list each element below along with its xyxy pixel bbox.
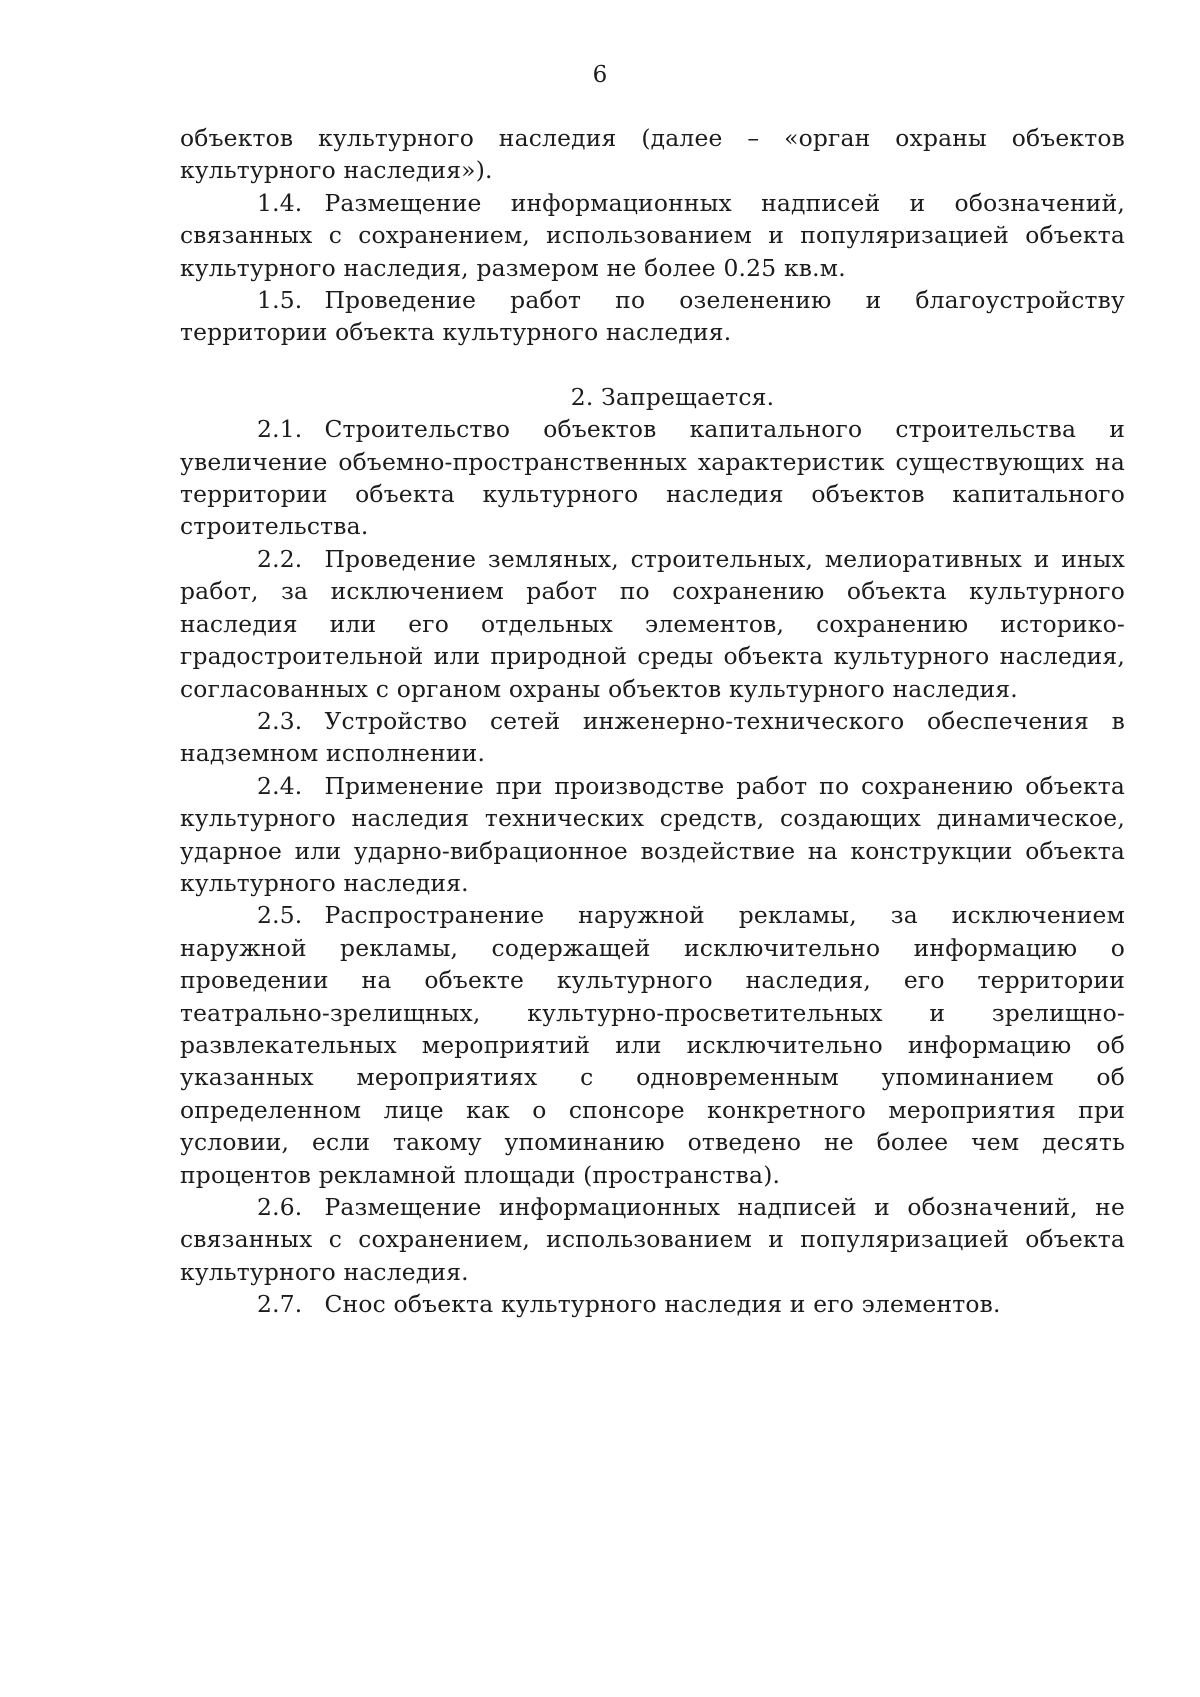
paragraph-number: 1.4. bbox=[257, 188, 303, 217]
paragraph-text: Проведение земляных, строительных, мелиоративных и иных работ, за исключением работ по сохранению объекта культурного наследия или его отдельных элементов, сохранению историко-градостроительной или природной среды объекта культурного наследия, согласованных с органом охраны объектов культурного наследия. bbox=[180, 544, 1125, 703]
paragraph-text: Проведение работ по озеленению и благоустройству территории объекта культурного наследия. bbox=[180, 286, 1125, 347]
paragraph-text: Снос объекта культурного наследия и его элементов. bbox=[324, 1290, 1001, 1319]
paragraph-2-6 bbox=[180, 1191, 1125, 1288]
paragraph-text: Размещение информационных надписей и обозначений, связанных с сохранением, использованием и популяризацией объекта культурного наследия, размером не более 0.25 кв.м. bbox=[180, 188, 1125, 282]
paragraph-continuation bbox=[180, 122, 1125, 187]
section-title: 2. Запрещается. bbox=[570, 382, 775, 411]
paragraph-number: 2.7. bbox=[257, 1290, 303, 1319]
paragraph-text: Размещение информационных надписей и обозначений, не связанных с сохранением, использованием и популяризацией объекта культурного наследия. bbox=[180, 1193, 1125, 1286]
paragraph-1-4 bbox=[180, 187, 1125, 284]
paragraph-2-7 bbox=[180, 1288, 1125, 1320]
paragraph-text: Устройство сетей инженерно-технического обеспечения в надземном исполнении. bbox=[180, 706, 1125, 768]
paragraph-number: 2.3. bbox=[257, 706, 303, 735]
paragraph-text: Применение при производстве работ по сохранению объекта культурного наследия технических средств, создающих динамическое, ударное или ударно-вибрационное воздействие на конструкции объекта культурного наследия. bbox=[180, 771, 1125, 897]
page-number: 6 bbox=[592, 62, 608, 88]
paragraph-number: 2.1. bbox=[257, 415, 303, 444]
paragraph-1-5 bbox=[180, 284, 1125, 349]
paragraph-2-2 bbox=[180, 543, 1125, 705]
paragraph-number: 2.6. bbox=[257, 1193, 303, 1221]
document-body bbox=[180, 122, 1125, 1321]
paragraph-text: объектов культурного наследия (далее – «орган охраны объектов культурного наследия»). bbox=[180, 124, 1125, 185]
paragraph-2-1 bbox=[180, 413, 1125, 543]
paragraph-number: 1.5. bbox=[257, 286, 303, 315]
paragraph-2-3 bbox=[180, 705, 1125, 770]
paragraph-2-5 bbox=[180, 899, 1125, 1191]
paragraph-text: Распространение наружной рекламы, за исключением наружной рекламы, содержащей исключительно информацию о проведении на объекте культурного наследия, его территории театрально-зрелищных, культурно-просветительных и зрелищно-развлекательных мероприятий или исключительно информацию об указанных мероприятиях с одновременным упоминанием об определенном лице как о спонсоре конкретного мероприятия при условии, если такому упоминанию отведено не более чем десять процентов рекламной площади (пространства). bbox=[180, 901, 1125, 1189]
paragraph-number: 2.2. bbox=[257, 544, 303, 573]
paragraph-number: 2.5. bbox=[257, 901, 303, 930]
paragraph-2-4 bbox=[180, 770, 1125, 900]
paragraph-text: Строительство объектов капитального строительства и увеличение объемно-пространственных характеристик существующих на территории объекта культурного наследия объектов капитального строительства. bbox=[180, 415, 1125, 541]
paragraph-number: 2.4. bbox=[257, 771, 303, 800]
